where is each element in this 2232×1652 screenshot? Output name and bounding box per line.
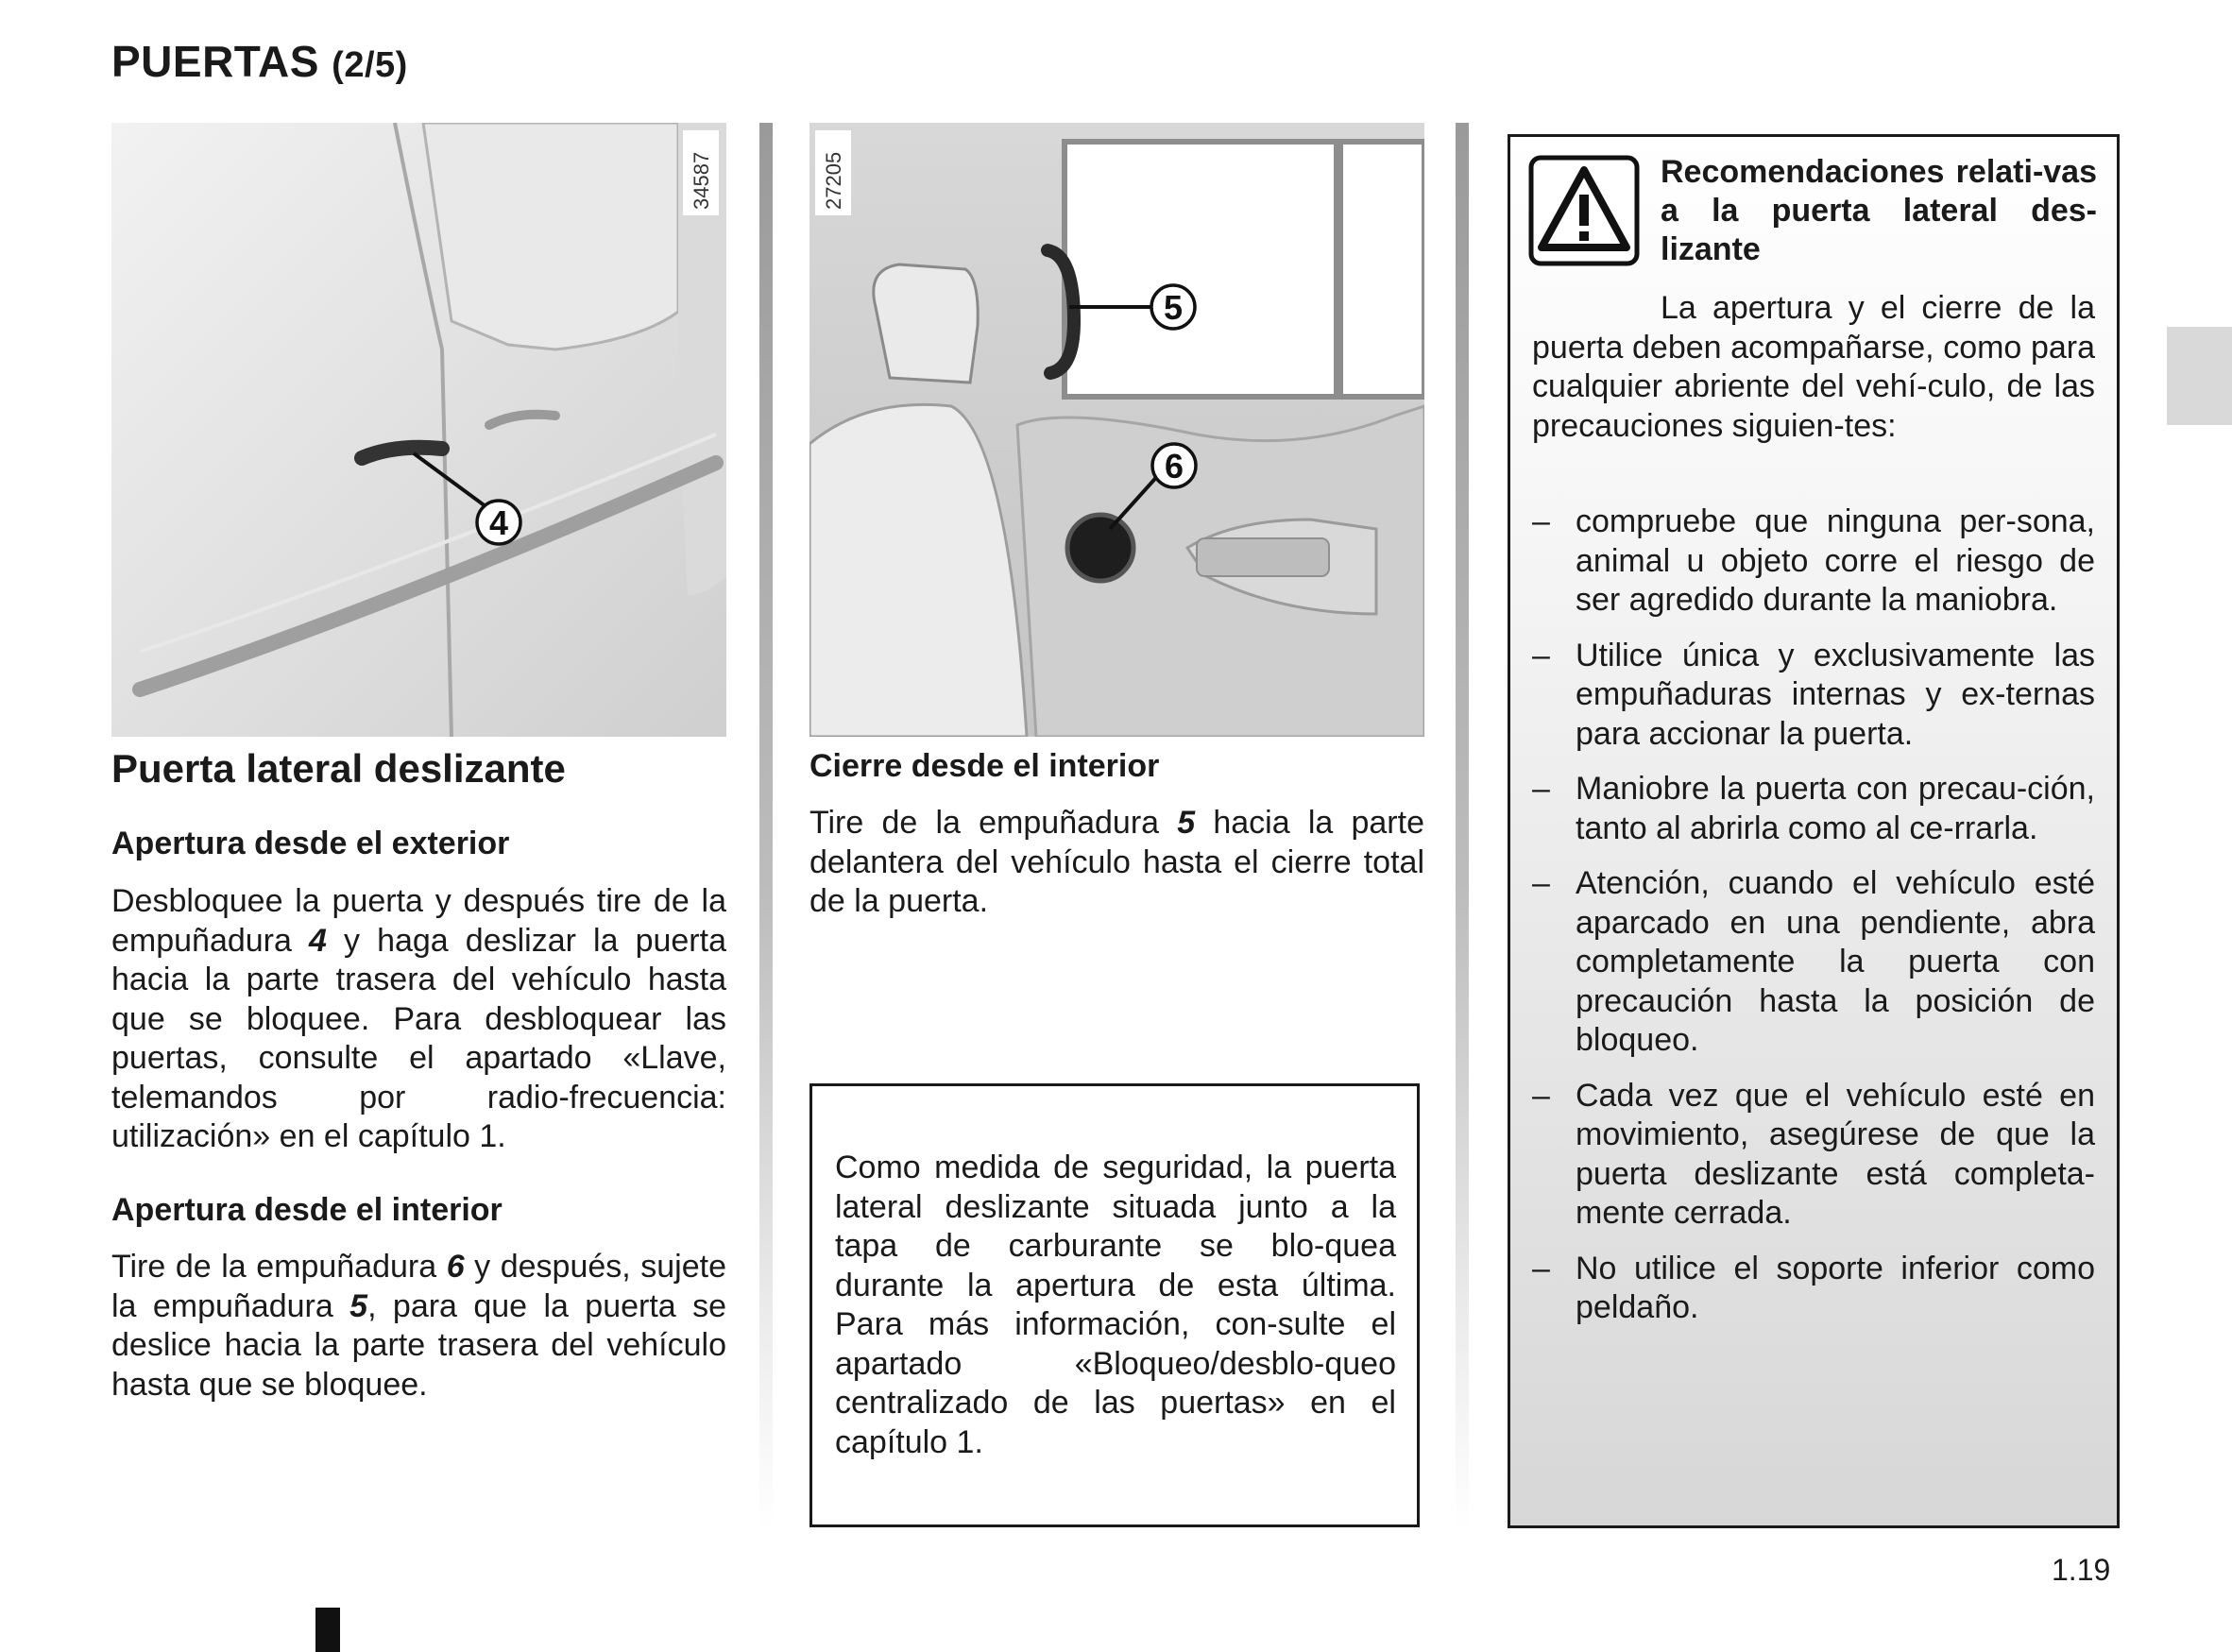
list-bullet: – [1532, 1250, 1550, 1286]
callout-4: 4 [488, 503, 509, 542]
photo-interior-door [809, 123, 1424, 737]
safety-note-text: Como medida de seguridad, la puerta lateral deslizante situada junto a la tapa de carburante se blo-quea durante la apertura de esta última. Para más información, con-sulte el apartado «Bloqueo/desblo-queo centralizado de las puertas» en el capítulo 1. [835, 1150, 1396, 1460]
heading-exterior-opening: Apertura desde el exterior [111, 826, 510, 861]
warning-title: Recomendaciones relati-vas a la puerta lateral des-lizante [1661, 154, 2097, 267]
callout-6: 6 [1164, 447, 1184, 485]
warning-intro: La apertura y el cierre de la puerta deben acompañarse, como para cualquier abriente del vehí-culo, de las precauciones siguien-tes: [1532, 290, 2095, 444]
exterior-ref-4: 4 [309, 922, 327, 959]
heading-sliding-door: Puerta lateral deslizante [111, 746, 566, 791]
paragraph-exterior-opening [111, 882, 726, 1157]
interior-text-1: Tire de la empuñadura [111, 1249, 447, 1285]
list-item [1532, 1077, 2095, 1234]
list-item-text: compruebe que ninguna per-sona, animal u objeto corre el riesgo de ser agredido durante la maniobra. [1576, 503, 2095, 618]
page-title [111, 36, 408, 87]
photo-id-exterior: 34587 [690, 151, 713, 210]
list-bullet: – [1532, 865, 1550, 901]
list-item-text: Utilice única y exclusivamente las empuñaduras internas y ex-ternas para accionar la puerta. [1576, 637, 2095, 752]
interior-ref-6: 6 [446, 1249, 465, 1285]
section-tab [2167, 327, 2232, 425]
column-separator-left [759, 123, 773, 1530]
exterior-text-2: y haga deslizar la puerta hacia la parte trasera del vehículo hasta que se bloquee. Para desbloquear las puertas, consulte el apartado «Llave, telemandos por radio-frecuencia: utilización» en el capítulo 1. [111, 922, 726, 1154]
page-title-text: PUERTAS [111, 37, 319, 86]
photo-id-interior: 27205 [822, 151, 845, 210]
page-number: 1.19 [2052, 1553, 2111, 1587]
list-item [1532, 1250, 2095, 1328]
interior-ref-5: 5 [349, 1287, 368, 1324]
heading-interior-opening: Apertura desde el interior [111, 1192, 503, 1228]
closing-ref-5: 5 [1177, 805, 1196, 841]
list-item-text: No utilice el soporte inferior como peldaño. [1576, 1250, 2095, 1325]
warning-list [1532, 502, 2095, 1344]
column-separator-right [1456, 123, 1469, 1530]
page-edge-marker [315, 1608, 340, 1652]
closing-text-1: Tire de la empuñadura [809, 805, 1178, 841]
list-item-text: Atención, cuando el vehículo esté aparcado en una pendiente, abra completamente la puerta con precaución hasta la posición de bloqueo. [1576, 865, 2095, 1058]
page-title-suffix: (2/5) [332, 45, 408, 85]
list-bullet: – [1532, 503, 1550, 539]
interior-text-3: , para que la puerta se deslice hacia la parte trasera del vehículo hasta que se bloquee. [111, 1287, 726, 1403]
list-bullet: – [1532, 771, 1550, 807]
list-item [1532, 770, 2095, 848]
list-bullet: – [1532, 637, 1550, 673]
heading-closing-interior: Cierre desde el interior [809, 748, 1160, 784]
paragraph-closing-interior [809, 804, 1424, 922]
closing-text-2: hacia la parte delantera del vehículo hasta el cierre total de la puerta. [809, 805, 1424, 919]
list-bullet: – [1532, 1077, 1550, 1114]
list-item [1532, 637, 2095, 755]
exterior-text-1: Desbloquee la puerta y después tire de la empuñadura [111, 883, 726, 959]
paragraph-interior-opening [111, 1248, 726, 1405]
list-item-text: Cada vez que el vehículo esté en movimiento, asegúrese de que la puerta deslizante está completa-mente cerrada. [1576, 1077, 2095, 1231]
callout-5: 5 [1163, 288, 1184, 327]
interior-text-2: y después, sujete la empuñadura [111, 1249, 726, 1324]
warning-triangle-icon [1528, 155, 1640, 266]
photo-exterior-door [111, 123, 726, 737]
list-item-text: Maniobre la puerta con precau-ción, tanto al abrirla como al ce-rrarla. [1576, 771, 2095, 846]
list-item [1532, 502, 2095, 621]
list-item [1532, 864, 2095, 1061]
